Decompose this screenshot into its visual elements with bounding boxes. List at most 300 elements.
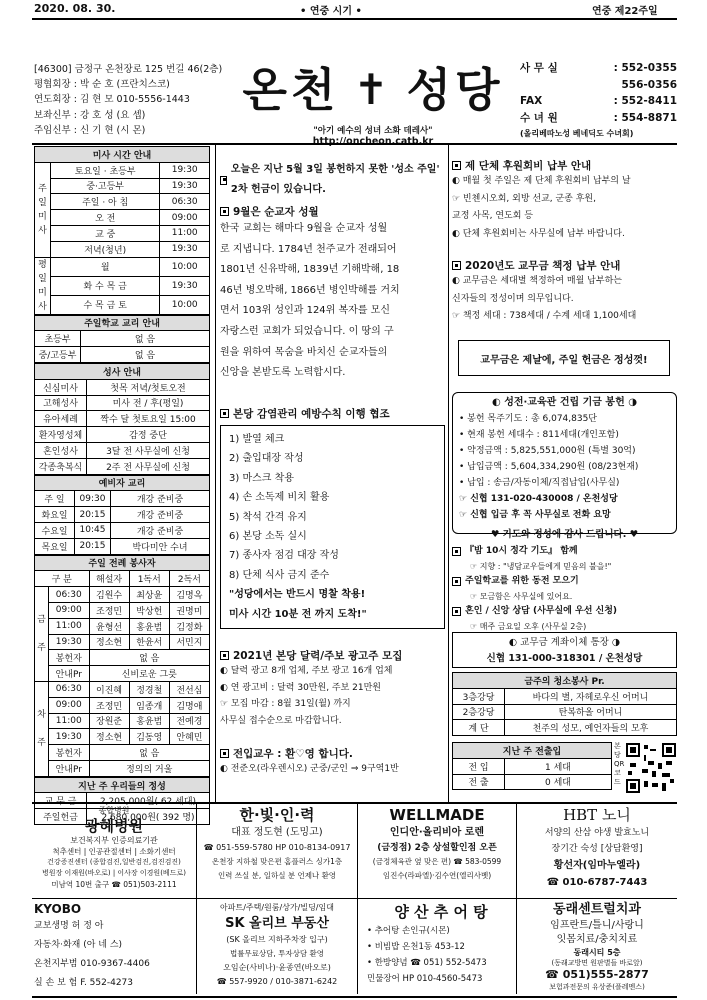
servers-row xyxy=(35,713,210,729)
servers-time: 19:30 xyxy=(49,634,90,650)
mass-row-label: 토요일 · 초등부 xyxy=(51,162,160,178)
body-line: 사무실 접수순으로 마감합니다. xyxy=(220,715,342,726)
sacrament-value: 2주 전 사무실에 신청 xyxy=(87,458,210,474)
column-divider-2 xyxy=(448,145,449,802)
servers-head: 해설자 xyxy=(89,571,129,587)
servers-row xyxy=(35,634,210,650)
body-line: ◐ 매월 첫 주일은 제 단체 후원회비 납부의 날 xyxy=(452,176,631,186)
bulletin-date: 2020. 08. 30. xyxy=(34,2,116,15)
school-table xyxy=(34,315,210,363)
servers-head: 1독서 xyxy=(129,571,169,587)
fund-line: • 현재 봉헌 세대수 : 811세대(개인포함) xyxy=(459,430,619,440)
dues-slogan-box: 교무금은 제날에, 주일 헌금은 정성껏! xyxy=(458,340,670,376)
catechism-table xyxy=(34,475,210,555)
sacrament-value: 감정 중단 xyxy=(87,427,210,443)
school-title: 주일학교 교리 안내 xyxy=(35,315,210,331)
servers-name: 한윤서 xyxy=(129,634,169,650)
servers-name: 김정화 xyxy=(169,618,209,634)
sunday-label: 주일 xyxy=(82,198,100,209)
ad-name: KYOBO xyxy=(34,902,82,916)
servers-row xyxy=(35,745,210,761)
bottom-rule xyxy=(32,996,677,998)
offering-title: 지난 주 우리들의 정성 xyxy=(35,777,210,793)
body-line: 신자들의 정성이며 의무입니다. xyxy=(452,293,574,304)
servers-name: 김명애 xyxy=(169,697,209,713)
servers-time: 11:00 xyxy=(49,713,90,729)
servers-row xyxy=(35,587,210,603)
catechism-time: 20:15 xyxy=(75,507,111,523)
mass-time: 19:30 xyxy=(160,162,210,178)
notice-title: 오늘은 지난 5월 3일 봉헌하지 못한 '성소 주일' 2차 헌금이 있습니다. xyxy=(230,164,440,195)
infection-rules-list xyxy=(220,425,445,629)
mass-time: 11:00 xyxy=(160,225,210,241)
weekday-mass-label: 평일미사 xyxy=(35,257,51,314)
servers-name: 권명미 xyxy=(169,602,209,618)
notice-infection-control xyxy=(220,406,445,629)
notice-church-dues xyxy=(452,258,677,326)
rule-item: 1) 발열 체크 xyxy=(229,434,285,445)
servers-name: 장원준 xyxy=(89,713,129,729)
mass-times-table xyxy=(34,146,210,315)
fund-line: • 납입 : 송금/자동이체/직접납입(사무실) xyxy=(459,478,620,488)
convent-label: 수 녀 원 xyxy=(520,111,558,124)
ad-line: 교보생명 허 정 아 xyxy=(34,921,104,931)
ad-line: 종합병원 xyxy=(98,806,130,815)
weekday-row: 수 목 금 토 xyxy=(51,295,160,314)
catechism-note: 박다미안 수녀 xyxy=(111,538,210,554)
ad-line: 보건복지부 인증의료기관 xyxy=(70,836,158,845)
fund-line: • 봉헌 목주기도 : 총 6,074,835단 xyxy=(459,414,598,424)
ad-line: 동래시티 5층 xyxy=(573,948,621,957)
bullet-icon xyxy=(220,176,227,185)
sacrament-label: 신심미사 xyxy=(35,379,87,395)
servers-head: 2독서 xyxy=(169,571,209,587)
notice-title: 전입교우 : 환♡영 합니다. xyxy=(233,748,353,760)
body-line: ☞ 모집 마감 : 8월 31일(월) 까지 xyxy=(220,699,351,709)
ad-line: 아파트/주택/원룸/상가/빌딩/임대 xyxy=(220,903,334,912)
ad-line: • 비빔밥 온천1동 453-12 xyxy=(367,942,465,952)
fund-line: ☞ 신협 131-020-430008 / 온천성당 xyxy=(459,494,618,504)
warning-line: "성당에서는 반드시 명찰 착용! xyxy=(229,589,366,601)
body-line: ◐ 교무금은 세대별 책정하여 매월 납부하는 xyxy=(452,276,622,286)
season-label: 연중 시기 xyxy=(309,6,352,17)
warning-line: 미사 시간 10분 전 까지 도착!" xyxy=(229,608,367,620)
prayer-president: 연도회장 : 김 현 모 010-5556-1443 xyxy=(34,94,190,106)
ad-divider xyxy=(357,804,358,994)
fund-line: • 납입금액 : 5,604,334,290원 (08/23현재) xyxy=(459,462,639,472)
cleaning-table xyxy=(452,672,677,736)
mass-row-name: 저녁(청년) xyxy=(51,241,160,257)
transfer-value: 1 세대 xyxy=(505,758,612,774)
servers-note: 신비로운 그릇 xyxy=(89,666,209,682)
catechism-day: 목요일 xyxy=(35,538,75,554)
mass-row-name: 중·고등부 xyxy=(51,178,160,194)
servers-time: 19:30 xyxy=(49,729,90,745)
servers-time: 봉헌자 xyxy=(49,650,90,666)
cleaning-place: 계 단 xyxy=(453,720,505,736)
ad-line: (금정점) 2층 상설할인점 오픈 xyxy=(377,843,497,853)
notice-title: 9월은 순교자 성월 xyxy=(233,206,319,218)
ad-name: WELLMADE xyxy=(389,806,485,824)
office-phone-2: 556-0356 xyxy=(621,78,677,91)
rule-item: 3) 마스크 착용 xyxy=(229,472,294,484)
servers-name: 이진혜 xyxy=(89,681,129,697)
ad-line: • 한방양념 ☎ 051) 552-5473 xyxy=(367,958,487,968)
parish-info xyxy=(34,62,230,138)
bullet-icon xyxy=(220,409,229,418)
mass-time: 06:30 xyxy=(160,194,210,210)
logo-right-text: 성당 xyxy=(406,63,504,117)
catechism-day: 수요일 xyxy=(35,522,75,538)
ad-line: ☎ 051)555-2877 xyxy=(545,968,649,981)
notice-second-collection xyxy=(220,160,445,200)
servers-time: 06:30 xyxy=(49,681,90,697)
mass-row-name: 오 전 xyxy=(51,210,160,226)
servers-time: 11:00 xyxy=(49,618,90,634)
ad-name: 동래센트럴치과 xyxy=(553,902,641,917)
mass-time: 19:30 xyxy=(160,276,210,295)
servers-name: 정소현 xyxy=(89,729,129,745)
servers-name: 김동영 xyxy=(129,729,169,745)
servers-row xyxy=(35,650,210,666)
servers-name: 조정민 xyxy=(89,697,129,713)
body-line: ◐ 달력 광고 8개 업체, 주보 광고 16개 업체 xyxy=(220,666,393,676)
servers-group-label: 금주 xyxy=(35,587,49,682)
mass-row-label: 주일 · 아 침 xyxy=(51,194,160,210)
council-president: 평협회장 : 박 순 호 (프란치스코) xyxy=(34,79,170,91)
servers-name: 최상윤 xyxy=(129,587,169,603)
servers-row xyxy=(35,760,210,776)
ads-rule xyxy=(32,802,677,804)
saturday-label: 토요일 xyxy=(74,166,101,177)
notice-title: 본당 감염관리 예방수칙 이행 협조 xyxy=(233,408,390,420)
school-row-label: 중/고등부 xyxy=(35,347,81,363)
cross-icon: ✝ xyxy=(353,65,393,114)
ad-name: 광혜병원 xyxy=(85,817,143,835)
assistant-priest: 보좌신부 : 강 호 성 (요 셉) xyxy=(34,109,146,121)
bullet-icon xyxy=(452,161,461,170)
body-line: 면서 103위 성인과 124위 복자를 모신 xyxy=(220,305,390,317)
ad-line: 보험과전문의 유상준(플레멘스) xyxy=(549,983,645,991)
sacrament-table xyxy=(34,363,210,475)
notice-title: 혼인 / 신앙 상담 (사무실에 우선 신청) xyxy=(465,606,618,616)
catechism-title: 예비자 교리 xyxy=(35,475,210,491)
cleaning-team: 천주의 성모, 예언자들의 모후 xyxy=(505,720,677,736)
ad-line: ☎ 557-9920 / 010-3871-6242 xyxy=(216,977,338,986)
contact-block xyxy=(520,60,677,143)
body-line: ☞ 지향 : "냉담교우들에게 믿음의 불을!" xyxy=(470,562,612,571)
sacrament-title: 성사 안내 xyxy=(35,363,210,379)
transfer-title: 지난 주 전출입 xyxy=(453,743,612,759)
parish-logo xyxy=(238,60,508,147)
ad-line: 척추센터 | 인공관절센터 | 소화기센터 xyxy=(52,847,176,856)
convent-phone: : 554-8871 xyxy=(613,111,677,124)
sacrament-label: 환자영성체 xyxy=(35,427,87,443)
address: [46300] 금정구 온천장로 125 번길 46(2층) xyxy=(34,64,223,75)
parish-motto: "아기 예수의 성녀 소화 데레사" xyxy=(313,126,433,136)
mass-time: 09:00 xyxy=(160,210,210,226)
catechism-time: 10:45 xyxy=(75,522,111,538)
liturgical-season: • 연중 시기 • xyxy=(300,6,362,17)
servers-time: 안내Pr xyxy=(49,666,90,682)
rule-item: 8) 단체 식사 금지 준수 xyxy=(229,569,330,581)
catechism-day: 화요일 xyxy=(35,507,75,523)
servers-name: 홍윤범 xyxy=(129,618,169,634)
mass-row-name: 초등부 xyxy=(109,166,136,177)
bullet-icon xyxy=(220,749,229,758)
bullet-icon xyxy=(220,651,229,660)
mass-time: 10:00 xyxy=(160,295,210,314)
body-line: 46년 병오박해, 1866년 병인박해를 거치 xyxy=(220,284,400,296)
rule-item: 5) 착석 간격 유지 xyxy=(229,511,307,523)
cleaning-team: 탄복하올 어머니 xyxy=(505,704,677,720)
prayer-notices xyxy=(452,544,677,634)
mass-time: 10:00 xyxy=(160,257,210,276)
fund-title: ◐ 성전·교육관 건립 기금 봉헌 ◑ xyxy=(492,397,637,408)
cleaning-title: 금주의 청소봉사 Pr. xyxy=(453,673,677,689)
servers-time: 09:00 xyxy=(49,697,90,713)
offering-value: 2,680,000원( 392 명) xyxy=(87,809,210,825)
body-line: ☞ 빈첸시오회, 외방 선교, 군종 후원, xyxy=(452,193,596,204)
rule-item: 2) 출입대장 작성 xyxy=(229,453,304,465)
building-fund-box xyxy=(452,392,677,534)
servers-row xyxy=(35,666,210,682)
servers-row xyxy=(35,618,210,634)
ad-restaurant xyxy=(359,901,515,995)
bank-account: 신협 131-000-318301 / 온천성당 xyxy=(486,653,643,664)
catechism-note: 개강 준비중 xyxy=(111,522,210,538)
body-line: 자랑스런 교회가 되었습니다. 이 땅의 구 xyxy=(220,325,394,337)
catechism-note: 개강 준비중 xyxy=(111,507,210,523)
transfer-value: 0 세대 xyxy=(505,774,612,790)
servers-row xyxy=(35,602,210,618)
servers-table xyxy=(34,555,210,777)
servers-name: 김명옥 xyxy=(169,587,209,603)
ad-line: 대표 정도현 (도밍고) xyxy=(231,827,323,838)
convent-note: (올리베따노성 베네딕도 수녀회) xyxy=(520,129,634,138)
ad-divider xyxy=(516,804,517,994)
fund-line: • 약정금액 : 5,825,551,000원 (특별 30억) xyxy=(459,446,636,456)
sacrament-label: 각종축복식 xyxy=(35,458,87,474)
ad-name: SK 올리브 부동산 xyxy=(225,916,329,931)
servers-note: 정의의 거울 xyxy=(89,760,209,776)
servers-name: 임종개 xyxy=(129,697,169,713)
mass-row-name: 교 중 xyxy=(51,225,160,241)
fax-label: FAX xyxy=(520,95,543,107)
fund-line: ☞ 신협 입금 후 꼭 사무실로 전화 요망 xyxy=(459,510,611,520)
notice-ad-recruit xyxy=(220,648,445,729)
servers-time: 봉헌자 xyxy=(49,745,90,761)
logo-title xyxy=(238,60,508,120)
servers-name: 전예경 xyxy=(169,713,209,729)
ad-line: 미남역 10번 출구 ☎ 051)503-2111 xyxy=(51,880,177,889)
servers-name: 서민지 xyxy=(169,634,209,650)
rule-item: 4) 손 소독제 비치 활용 xyxy=(229,492,330,504)
servers-head: 구 분 xyxy=(35,571,90,587)
ad-divider xyxy=(196,804,197,994)
ad-name: 한·빛·인·력 xyxy=(239,806,315,824)
notice-group-dues xyxy=(452,158,677,243)
sacrament-label: 유아세례 xyxy=(35,411,87,427)
servers-time: 안내Pr xyxy=(49,760,90,776)
notice-title: 2020년도 교무금 책정 납부 안내 xyxy=(465,260,621,272)
ad-line: 임진수(라파엘)·김수연(엘리사벳) xyxy=(382,871,492,880)
bank-box xyxy=(452,632,677,668)
servers-time: 06:30 xyxy=(49,587,90,603)
ad-line: • 추어탕 손인규(시몬) xyxy=(367,926,450,936)
column-divider-1 xyxy=(215,145,216,802)
ad-line: 건강증진센터 (종합검진,일반검진,검진검진) xyxy=(47,858,181,866)
notice-martyrs-month xyxy=(220,204,445,384)
cleaning-place: 3층강당 xyxy=(453,688,505,704)
ad-line: (금정체육관 옆 맞은 편) ☎ 583-0599 xyxy=(372,857,502,866)
ad-line: 임프란트/틀니/사랑니 xyxy=(550,920,644,931)
bullet-icon xyxy=(220,207,229,216)
ad-line: 자동차·화재 (아 네 스) xyxy=(34,940,123,950)
servers-name: 홍윤범 xyxy=(129,713,169,729)
ad-line: 병원장 이재원(바오로) | 이사장 이경원(베드로) xyxy=(42,869,186,877)
ad-line: 잇몸치료/충치치료 xyxy=(556,934,638,945)
logo-left-text: 온천 xyxy=(242,63,340,117)
body-line: 교정 사목, 연도회 등 xyxy=(452,211,533,221)
school-row-value: 없 음 xyxy=(81,347,210,363)
ad-line: ☎ 051-559-5780 HP 010-8134-0917 xyxy=(203,843,351,852)
bullet-icon xyxy=(452,261,461,270)
servers-name: 박상헌 xyxy=(129,602,169,618)
ad-line: 인디안·올리비아 로렌 xyxy=(389,827,485,838)
servers-name: 김원수 xyxy=(89,587,129,603)
servers-note: 없 음 xyxy=(89,650,209,666)
fund-thanks: ♥ 기도와 정성에 감사 드립니다. ♥ xyxy=(490,529,639,540)
ad-line: 민물장어 HP 010-4560-5473 xyxy=(367,974,483,984)
ad-row-divider xyxy=(32,898,677,899)
liturgical-week: 연중 제22주일 xyxy=(592,6,658,17)
qr-label: 본당 QR 코드 xyxy=(614,742,625,786)
mass-time: 19:30 xyxy=(160,178,210,194)
ad-dental xyxy=(518,901,676,995)
catechism-day: 주 일 xyxy=(35,491,75,507)
servers-name: 전선심 xyxy=(169,681,209,697)
servers-note: 없 음 xyxy=(89,745,209,761)
notice-title: 2021년 본당 달력/주보 광고주 모집 xyxy=(233,650,403,662)
body-line: 신앙을 본받도록 노력합시다. xyxy=(220,367,346,379)
sacrament-value: 미사 전 / 후(평일) xyxy=(87,395,210,411)
ad-line: 온천장 지하철 맞은편 홈플러스 싱가1층 xyxy=(211,857,343,866)
notice-title: 『밤 10시 정각 기도』 함께 xyxy=(465,546,578,556)
mass-time: 19:30 xyxy=(160,241,210,257)
sacrament-value: 3달 전 사무실에 신청 xyxy=(87,442,210,458)
servers-group-label: 차주 xyxy=(35,681,49,776)
body-line: 로 지냅니다. 1784년 천주교가 전래되어 xyxy=(220,243,397,255)
servers-row xyxy=(35,681,210,697)
notice-title: 주일학교를 위한 동전 모으기 xyxy=(465,576,579,586)
bullet-icon xyxy=(452,607,461,616)
sunday-mass-label: 주일미사 xyxy=(35,162,51,257)
transfer-label: 전 입 xyxy=(453,758,505,774)
servers-name: 안혜민 xyxy=(169,729,209,745)
body-line: ☞ 책정 세대 : 738세대 / 수계 세대 1,100세대 xyxy=(452,311,637,321)
martyrs-body xyxy=(220,219,445,384)
body-line: 1801년 신유박해, 1839년 기해박해, 18 xyxy=(220,264,400,276)
office-label: 사 무 실 xyxy=(520,62,558,74)
offering-label: 주일헌금 xyxy=(35,809,87,825)
ad-noni xyxy=(518,805,676,897)
rule-item: 7) 종사자 점검 대장 작성 xyxy=(229,550,339,562)
bank-title: ◐ 교무금 계좌이체 통장 ◑ xyxy=(508,637,621,648)
ad-line: 황선자(임마누엘라) xyxy=(553,860,641,871)
sacrament-value: 짝수 달 첫토요일 15:00 xyxy=(87,411,210,427)
ad-wellmade xyxy=(359,805,515,897)
catechism-note: 개강 준비중 xyxy=(111,491,210,507)
ad-line: ☎ 010-6787-7443 xyxy=(546,877,648,888)
sacrament-label: 혼인성사 xyxy=(35,442,87,458)
ad-line: 온천지부범 010-9367-4406 xyxy=(34,959,150,969)
servers-name: 정소현 xyxy=(89,634,129,650)
bullet-icon xyxy=(452,577,461,586)
body-line: ◐ 연 광고비 : 달력 30만원, 주보 21만원 xyxy=(220,682,382,693)
school-row-value: 없 음 xyxy=(81,331,210,347)
servers-name: 정경철 xyxy=(129,681,169,697)
ad-staffing xyxy=(198,805,356,897)
cleaning-team: 바다의 별, 자헤로우신 어머니 xyxy=(505,688,677,704)
body-line: ◐ 전준오(라우렌시오) 군중/군인 ⇒ 9구역1반 xyxy=(220,764,399,774)
cleaning-place: 2층강당 xyxy=(453,704,505,720)
ad-realestate xyxy=(198,901,356,995)
qr-code-icon[interactable] xyxy=(626,742,676,794)
ad-name: 양 산 추 어 탕 xyxy=(394,903,488,921)
ad-line: (SK 올리브 지하주차장 입구) xyxy=(226,935,328,944)
bullet-icon xyxy=(452,547,461,556)
notice-welcome xyxy=(220,746,445,779)
catechism-time: 20:15 xyxy=(75,538,111,554)
servers-time: 09:00 xyxy=(49,602,90,618)
body-line: 한국 교회는 해마다 9월을 순교자 성월 xyxy=(220,223,388,234)
weekday-row: 화 수 목 금 xyxy=(51,276,160,295)
top-rule xyxy=(32,18,677,20)
transfer-label: 전 출 xyxy=(453,774,505,790)
servers-name: 윤형선 xyxy=(89,618,129,634)
servers-title: 주일 전례 봉사자 xyxy=(35,555,210,571)
notice-title: 제 단체 후원회비 납부 안내 xyxy=(465,160,592,172)
ad-line: 인력 쓰실 분, 일하실 분 언제나 환영 xyxy=(217,871,337,880)
fax-number: : 552-8411 xyxy=(613,95,677,107)
mass-times-title: 미사 시간 안내 xyxy=(35,147,210,163)
ad-line: (동래교방면 원판별들 바로앞) xyxy=(551,959,643,967)
body-line: 원을 위하여 목숨을 바치신 순교자들의 xyxy=(220,346,388,358)
ad-line: 오임순(사비나)·윤종연(바오로) xyxy=(223,963,331,972)
servers-row xyxy=(35,729,210,745)
pastor: 주임신부 : 신 기 현 (시 몬) xyxy=(34,124,146,136)
ad-name: HBT 노니 xyxy=(563,806,631,824)
offering-label: 교 무 금 xyxy=(35,793,87,809)
body-line: ☞ 모금함은 사무실에 있어요. xyxy=(470,592,573,601)
masthead-rule xyxy=(32,143,677,145)
sacrament-label: 고해성사 xyxy=(35,395,87,411)
parish-url[interactable]: http://oncheon.catb.kr xyxy=(312,136,434,147)
body-line: ☞ 매주 금요일 오후 (사무실 2층) xyxy=(470,622,587,631)
ad-line: 실 손 보 험 F. 552-4273 xyxy=(34,978,134,988)
ad-kyobo xyxy=(34,901,194,995)
servers-name: 조정민 xyxy=(89,602,129,618)
body-line: ◐ 단체 후원회비는 사무실에 납부 바랍니다. xyxy=(452,228,625,239)
school-row-label: 초등부 xyxy=(35,331,81,347)
ad-hospital xyxy=(34,805,194,897)
offering-value: 2,205,000원( 62 세대) xyxy=(87,793,210,809)
weekday-row: 월 xyxy=(51,257,160,276)
servers-row xyxy=(35,697,210,713)
ad-line: 법률무료상담, 투자상담 환영 xyxy=(229,949,325,958)
catechism-time: 09:30 xyxy=(75,491,111,507)
